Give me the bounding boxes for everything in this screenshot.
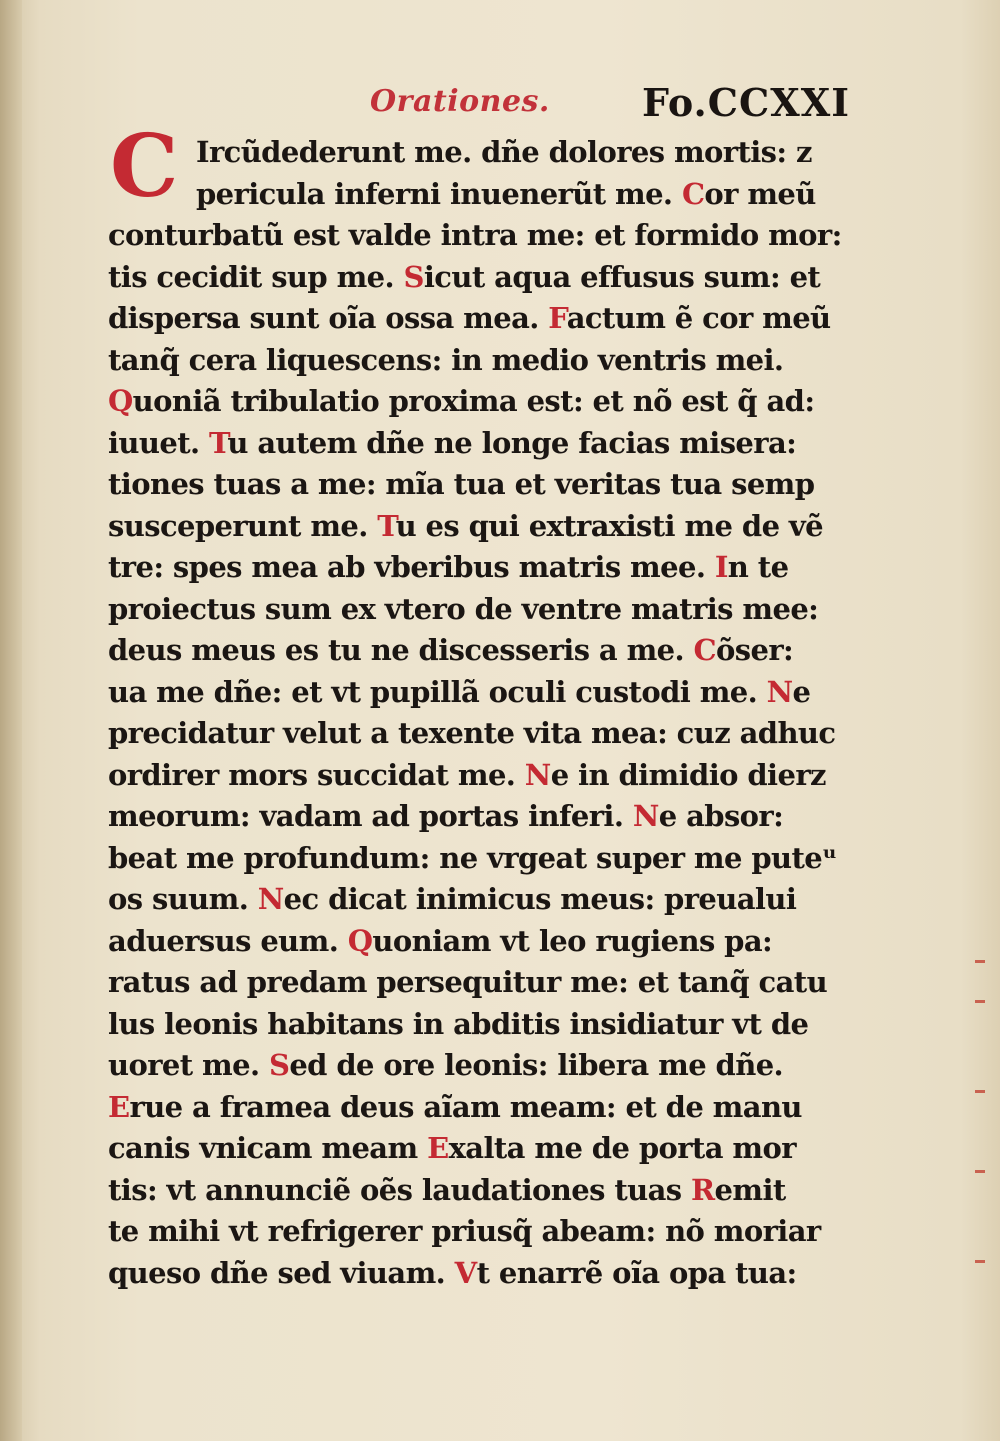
text-segment: emit [714, 1172, 786, 1207]
text-segment: õser: [716, 633, 794, 667]
text-segment: tanq̃ cera liquescens: in medio ventris mei. [108, 342, 784, 377]
text-line [108, 630, 843, 672]
text-segment: ed de ore leonis: libera me dñe. [289, 1048, 784, 1082]
text-segment: ratus ad predam persequitur me: et tanq̃ catu [108, 965, 828, 999]
decorated-initial: C [110, 116, 179, 217]
text-segment: proiectus sum ex vtero de ventre matris mee: [108, 591, 819, 626]
text-segment: icut aqua effusus sum: et [423, 259, 821, 294]
text-block [108, 116, 843, 1294]
text-segment: lus leonis habitans in abditis insidiatur vt de [108, 1006, 809, 1041]
rubricated-initial: S [268, 1048, 290, 1082]
text-segment: e absor: [658, 799, 784, 833]
rubricated-initial: C [693, 633, 717, 667]
text-segment: beat me profundum: ne vrgeat super me puteᵘ [108, 840, 837, 875]
text-segment: precidatur velut a texente vita mea: cuz adhuc [108, 716, 836, 750]
text-segment: te mihi vt refrigerer priusq̃ abeam: nõ moriar [108, 1214, 821, 1248]
text-segment: uoret me. [108, 1048, 269, 1082]
rubricated-initial: N [766, 674, 793, 709]
text-segment: n te [727, 550, 789, 584]
margin-mark [975, 1170, 985, 1173]
text-line [108, 423, 843, 465]
rubricated-initial: S [403, 259, 424, 294]
text-line [108, 506, 843, 548]
text-line [108, 962, 843, 1004]
rubricated-initial: Q [347, 923, 373, 958]
margin-mark [975, 1000, 985, 1003]
text-segment: iuuet. [108, 425, 210, 460]
text-segment: dispersa sunt oĩa ossa mea. [108, 301, 549, 335]
text-line [108, 464, 843, 506]
rubricated-initial: F [548, 301, 567, 335]
text-segment: canis vnicam meam [108, 1131, 428, 1165]
text-segment: ua me dñe: et vt pupillã oculi custodi me. [108, 674, 767, 709]
text-segment: conturbatũ est valde intra me: et formido mor: [108, 218, 842, 252]
text-line [108, 713, 843, 755]
rubricated-initial: N [257, 882, 284, 916]
folio-number: Fo.CCXXI [641, 80, 850, 125]
text-segment: os suum. [108, 882, 258, 916]
text-line [108, 796, 843, 838]
text-line [108, 381, 843, 423]
text-line [108, 838, 843, 880]
rubricated-initial: T [209, 425, 228, 460]
text-line [108, 589, 843, 631]
text-segment: t enarrẽ oĩa opa tua: [476, 1255, 797, 1290]
rubricated-initial: T [377, 508, 396, 543]
text-segment: ordirer mors succidat me. [108, 757, 525, 792]
margin-mark [975, 960, 985, 963]
text-line [108, 1211, 843, 1253]
text-line [108, 257, 843, 299]
text-line [108, 1087, 843, 1129]
rubricated-initial: E [108, 1089, 130, 1124]
rubricated-initial: N [524, 757, 551, 792]
text-segment: tis cecidit sup me. [108, 259, 404, 294]
text-segment: uoniã tribulatio proxima est: et nõ est q̃ ad: [132, 384, 815, 418]
text-segment: pericula inferni inuenerũt me. [196, 176, 682, 211]
margin-marks [975, 960, 989, 1320]
text-line [108, 174, 843, 216]
margin-mark [975, 1260, 985, 1263]
rubricated-initial: I [714, 550, 728, 584]
binding-gutter [0, 0, 22, 1441]
text-segment: actum ẽ cor meũ [566, 301, 831, 335]
text-segment: rue a framea deus aĩam meam: et de manu [129, 1089, 802, 1124]
text-line [108, 1170, 843, 1212]
text-line [108, 215, 843, 257]
margin-mark [975, 1090, 985, 1093]
text-segment: tre: spes mea ab vberibus matris mee. [108, 550, 715, 584]
text-line [108, 921, 843, 963]
text-line [108, 755, 843, 797]
text-segment: or meũ [704, 176, 816, 211]
text-segment: deus meus es tu ne discesseris a me. [108, 633, 694, 667]
text-segment: ec dicat inimicus meus: preualui [283, 882, 797, 916]
text-line [108, 1045, 843, 1087]
text-segment: tiones tuas a me: mĩa tua et veritas tua semp [108, 467, 815, 501]
text-segment: meorum: vadam ad portas inferi. [108, 799, 633, 833]
text-line [108, 1128, 843, 1170]
text-line [108, 672, 843, 714]
text-segment: aduersus eum. [108, 923, 348, 958]
rubricated-initial: R [691, 1172, 715, 1207]
text-line [108, 1004, 843, 1046]
text-line [108, 879, 843, 921]
text-segment: e in dimidio dierz [550, 757, 826, 792]
text-segment: tis: vt annunciẽ oẽs laudationes tuas [108, 1172, 692, 1207]
text-line [108, 298, 843, 340]
text-segment: u es qui extraxisti me de vẽ [395, 508, 824, 543]
page-header [370, 80, 850, 128]
text-lines [108, 132, 843, 1294]
text-segment: e [792, 674, 811, 709]
text-segment: uoniam vt leo rugiens pa: [372, 923, 773, 958]
rubricated-initial: E [427, 1131, 449, 1165]
text-line [108, 132, 843, 174]
rubricated-initial: C [681, 176, 705, 211]
rubricated-initial: N [632, 799, 659, 833]
text-line [108, 340, 843, 382]
text-segment: susceperunt me. [108, 508, 378, 543]
text-line [108, 547, 843, 589]
running-head: Orationes. [370, 84, 550, 119]
text-segment: queso dñe sed viuam. [108, 1255, 455, 1290]
text-segment: u autem dñe ne longe facias misera: [227, 425, 797, 460]
text-segment: Ircũdederunt me. dñe dolores mortis: z [196, 135, 812, 169]
text-segment: xalta me de porta mor [448, 1131, 796, 1165]
rubricated-initial: V [454, 1255, 477, 1290]
text-line [108, 1253, 843, 1295]
rubricated-initial: Q [108, 384, 133, 418]
